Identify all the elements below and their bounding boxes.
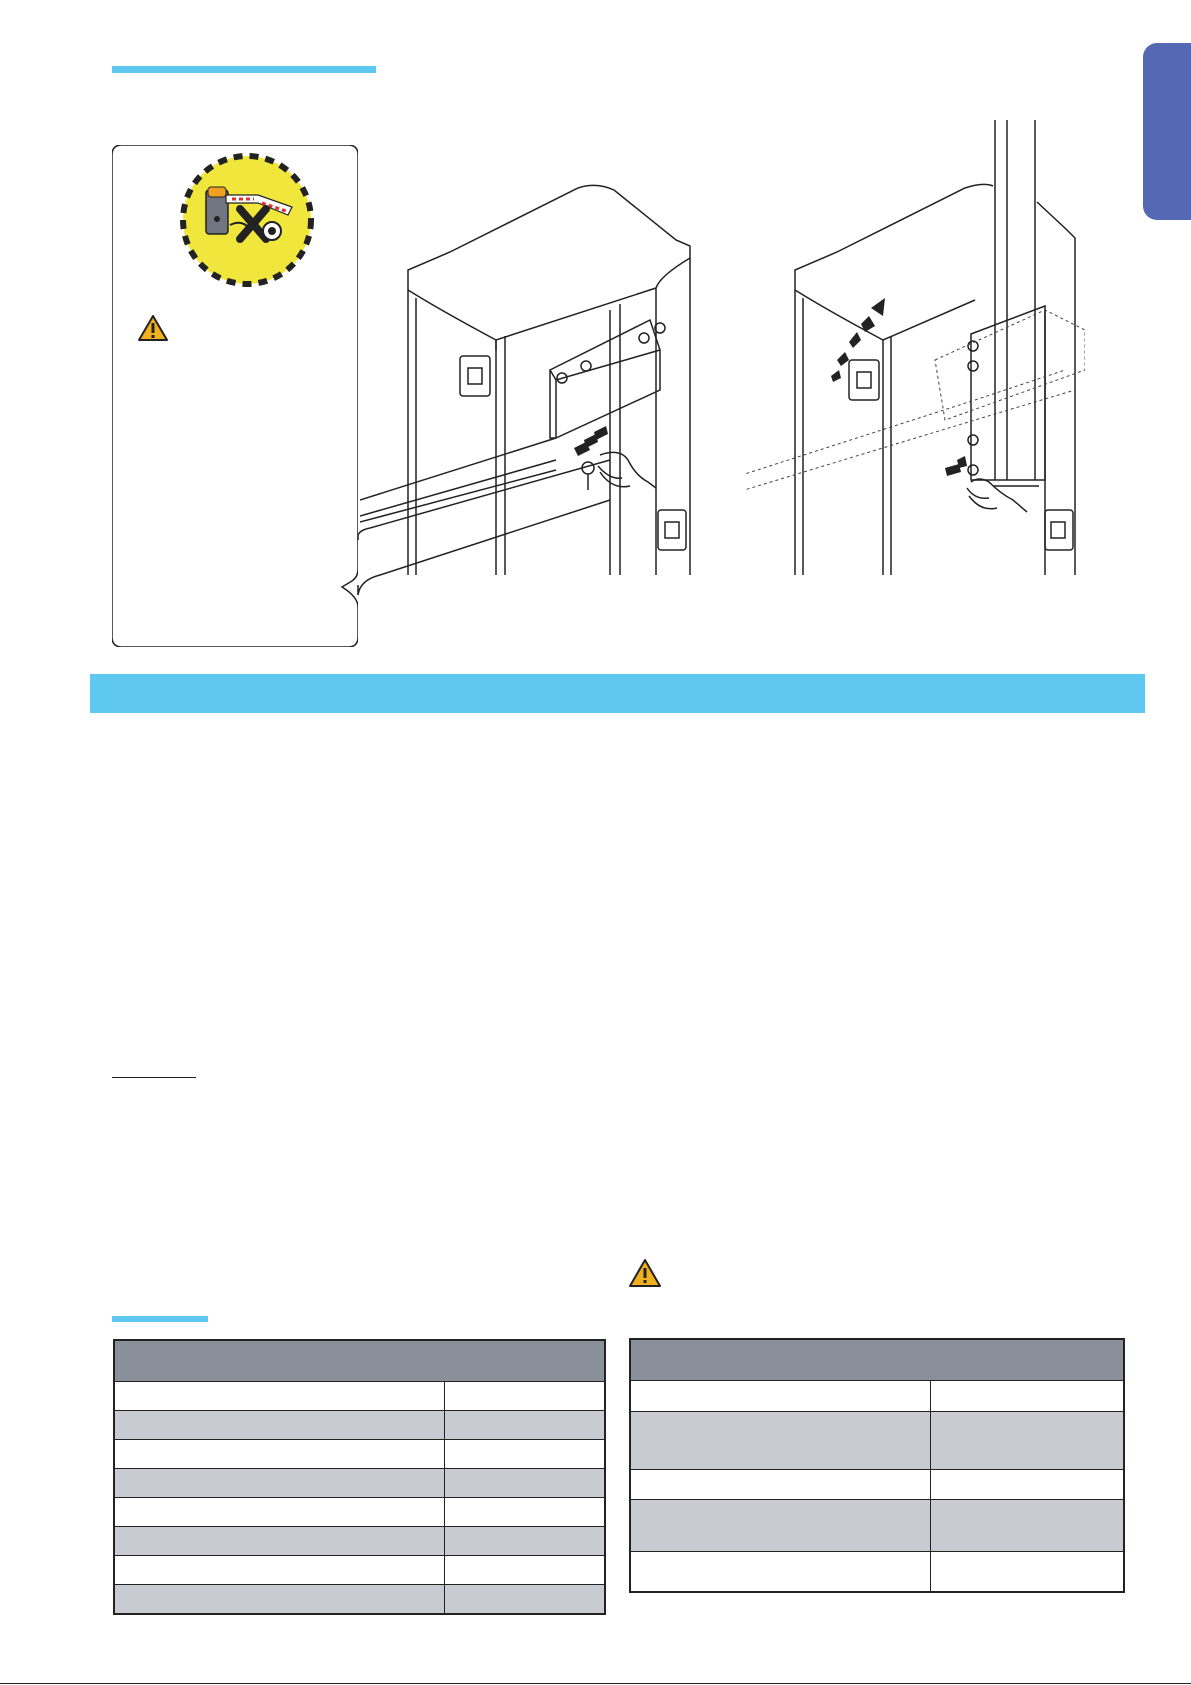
- barrier-cabinet-boom-vertical-key-release: [745, 120, 1085, 575]
- table-cell: [930, 1412, 1124, 1470]
- table-header: [630, 1339, 1124, 1381]
- table-cell: [114, 1469, 444, 1498]
- section-accent-bar-bottom: [112, 1316, 208, 1322]
- table-cell: [114, 1527, 444, 1556]
- language-side-tab: [1143, 43, 1191, 220]
- table-cell: [114, 1556, 444, 1585]
- warning-triangle-icon: [137, 314, 169, 342]
- table-cell: [930, 1381, 1124, 1412]
- section-accent-bar-top: [112, 66, 376, 73]
- table-cell: [114, 1585, 444, 1614]
- table-cell: [630, 1470, 930, 1500]
- table-cell: [444, 1469, 605, 1498]
- table-header: [114, 1340, 605, 1382]
- barrier-cabinet-boom-horizontal-key-release: [360, 180, 700, 575]
- table-cell: [114, 1382, 444, 1411]
- table-cell: [444, 1585, 605, 1614]
- table-cell: [630, 1381, 930, 1412]
- section-header-band: [90, 674, 1145, 713]
- table-cell: [930, 1470, 1124, 1500]
- table-cell: [630, 1412, 930, 1470]
- table-cell: [630, 1500, 930, 1552]
- spec-table-left: [113, 1339, 606, 1615]
- subheading-underline: [112, 1077, 196, 1078]
- warning-triangle-icon: [628, 1258, 662, 1288]
- table-cell: [444, 1556, 605, 1585]
- table-cell: [114, 1498, 444, 1527]
- table-cell: [114, 1440, 444, 1469]
- table-cell: [930, 1500, 1124, 1552]
- table-cell: [444, 1382, 605, 1411]
- barrier-manual-release-sign-icon: [180, 153, 314, 287]
- page-bottom-rule: [0, 1683, 1191, 1684]
- spec-table-right: [629, 1338, 1125, 1593]
- table-cell: [930, 1552, 1124, 1592]
- table-cell: [444, 1440, 605, 1469]
- table-cell: [444, 1411, 605, 1440]
- table-cell: [444, 1498, 605, 1527]
- table-cell: [114, 1411, 444, 1440]
- table-cell: [630, 1552, 930, 1592]
- table-cell: [444, 1527, 605, 1556]
